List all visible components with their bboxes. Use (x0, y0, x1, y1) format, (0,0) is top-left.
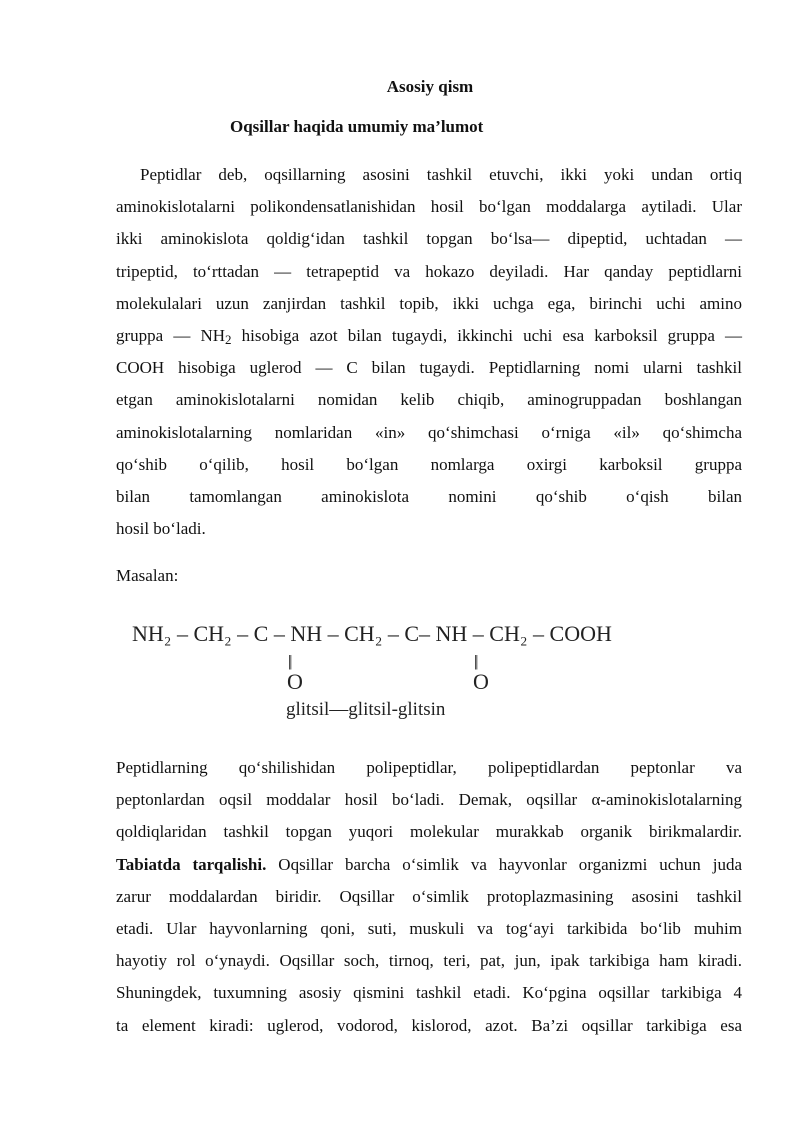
text-line: zarur moddalardan biridir. Oqsillar o‘simlik protoplazmasining asosini tashkil (116, 886, 742, 906)
text-fragment: Oqsillar barcha o‘simlik va hayvonlar organizmi uchun juda (266, 854, 743, 874)
text-line: Masalan: (116, 566, 179, 585)
text-line: Peptidlarning qo‘shilishidan polipeptidlar, polipeptidlardan peptonlar va (116, 758, 742, 777)
text-line (116, 320, 742, 352)
double-bond-mark: || (288, 653, 291, 670)
bold-lead: Tabiatda tarqalishi. (116, 854, 267, 874)
peptide-formula-image (132, 615, 732, 725)
oxygen-label: O (287, 669, 303, 694)
text-line: hosil bo‘ladi. (116, 519, 206, 539)
text-fragment: hisobiga azot bilan tugaydi, ikkinchi uchi esa karboksil gruppa — (231, 325, 742, 345)
paragraph-peptides (116, 159, 742, 545)
text-line: Peptidlar deb, oqsillarning asosini tashkil etuvchi, ikki yoki undan ortiq (140, 165, 742, 184)
text-line: aminokislotalarning nomlaridan «in» qo‘shimchasi o‘rniga «il» qo‘shimcha (116, 422, 742, 442)
example-label (116, 560, 742, 592)
formula-name: glitsil—glitsil-glitsin (286, 699, 446, 720)
text-line: etadi. Ular hayvonlarning qoni, suti, muskuli va tog‘ayi tarkibida bo‘lib muhim (116, 918, 742, 938)
section-heading: Asosiy qism (386, 77, 474, 96)
text-line: qoldiqlaridan tashkil topgan yuqori molekular murakkab organik birikmalardir. (116, 822, 742, 842)
text-line: tripeptid, to‘rttadan — tetrapeptid va hokazo deyiladi. Har qanday peptidlarni (116, 261, 742, 281)
text-line: bilan tamomlangan aminokislota nomini qo‘shib o‘qish bilan (116, 486, 742, 506)
double-bond-mark: || (474, 653, 477, 670)
text-line: COOH hisobiga uglerod — C bilan tugaydi. Peptidlarning nomi ularni tashkil (116, 358, 742, 378)
text-line: molekulalari uzun zanjirdan tashkil topib, ikki uchga ega, birinchi uchi amino (116, 293, 742, 313)
text-line: aminokislotalarni polikondensatlanishidan hosil bo‘lgan moddalarga aytiladi. Ular (116, 197, 742, 217)
oxygen-label: O (473, 669, 489, 694)
text-line: peptonlardan oqsil moddalar hosil bo‘ladi. Demak, oqsillar α-aminokislotalarning (116, 790, 742, 810)
text-line: Shuningdek, tuxumning asosiy qismini tashkil etadi. Ko‘pgina oqsillar tarkibiga 4 (116, 983, 742, 1003)
paragraph-proteins (116, 752, 742, 1042)
page-title: Oqsillar haqida umumiy ma’lumot (230, 117, 484, 136)
text-fragment: gruppa — NH (116, 325, 225, 345)
text-line: ta element kiradi: uglerod, vodorod, kislorod, azot. Ba’zi oqsillar tarkibiga esa (116, 1015, 742, 1035)
text-line (116, 849, 742, 881)
subscript: 2 (225, 331, 232, 347)
text-line: ikki aminokislota qoldig‘idan tashkil topgan bo‘lsa— dipeptid, uchtadan — (116, 229, 742, 249)
text-line: hayotiy rol o‘ynaydi. Oqsillar soch, tirnoq, teri, pat, jun, ipak tarkibiga ham kiradi. (116, 951, 742, 971)
text-line: qo‘shib o‘qilib, hosil bo‘lgan nomlarga oxirgi karboksil gruppa (116, 454, 742, 474)
formula-main: NH₂ – CH₂ – C – NH – CH₂ – C– NH – CH₂ – COOH (132, 621, 612, 646)
text-line: etgan aminokislotalarni nomidan kelib chiqib, aminogruppadan boshlangan (116, 390, 742, 410)
